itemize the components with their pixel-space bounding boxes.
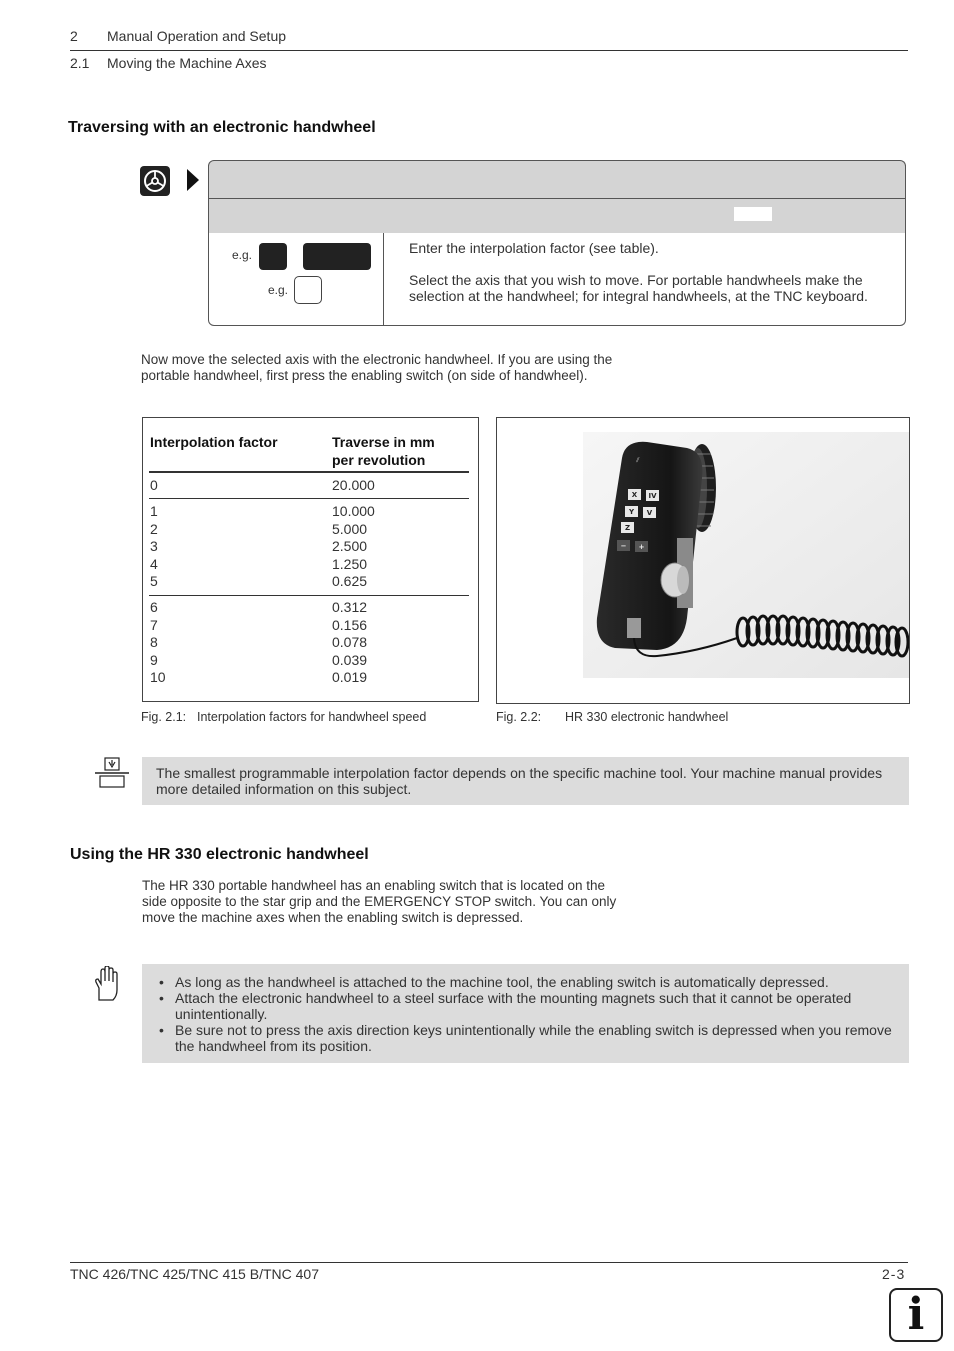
handwheel-photo-frame bbox=[496, 417, 910, 704]
handwheel-key-x: X bbox=[631, 491, 638, 499]
step-text-select-axis: Select the axis that you wish to move. For portable handwheels make the selection at the handwheel; for integral handwheels, at the TNC keyboard. bbox=[409, 272, 868, 304]
numeric-key[interactable] bbox=[259, 243, 287, 270]
fig1-caption: Interpolation factors for handwheel speed bbox=[197, 710, 427, 724]
table-factors-group-2: 1 2 3 4 5 bbox=[150, 503, 158, 590]
table-header-rule bbox=[149, 471, 469, 473]
handwheel-key-minus: − bbox=[620, 542, 627, 550]
section-heading-traversing: Traversing with an electronic handwheel bbox=[68, 119, 376, 136]
table-group-rule bbox=[149, 595, 469, 596]
handwheel-key-v: V bbox=[646, 509, 653, 517]
mode-status-bar bbox=[208, 160, 906, 199]
intro-paragraph: Now move the selected axis with the electronic handwheel. If you are using the portable handwheel, first press the enabling switch (on side of handwheel). bbox=[141, 352, 613, 383]
chapter-title: Manual Operation and Setup bbox=[107, 28, 287, 44]
header-rule bbox=[70, 50, 908, 51]
eg-label-2: e.g. bbox=[268, 283, 289, 297]
table-header-factor: Interpolation factor bbox=[150, 434, 278, 450]
axis-key[interactable] bbox=[294, 276, 322, 304]
machine-note-text: The smallest programmable interpolation factor depends on the specific machine tool. Your machine manual provides more detailed information on this subject. bbox=[156, 765, 883, 797]
fig2-number: Fig. 2.2: bbox=[496, 710, 542, 724]
play-arrow-icon bbox=[187, 169, 199, 191]
warning-bullet: • Be sure not to press the axis direction keys unintentionally while the enabling switch is depressed when you remove the handwheel from its position. bbox=[157, 1022, 897, 1054]
table-factors-group-1: 0 bbox=[150, 477, 158, 493]
table-group-rule bbox=[149, 498, 469, 499]
handwheel-key-iv: IV bbox=[648, 492, 657, 500]
fig2-caption: HR 330 electronic handwheel bbox=[565, 710, 729, 724]
table-values-group-3: 0.312 0.156 0.078 0.039 0.019 bbox=[332, 599, 368, 686]
hr330-handwheel-illustration bbox=[497, 418, 909, 703]
table-header-traverse: Traverse in mm per revolution bbox=[332, 434, 435, 468]
step-divider bbox=[383, 233, 384, 326]
softkey-highlight bbox=[734, 207, 772, 221]
hr330-paragraph: The HR 330 portable handwheel has an enabling switch that is located on the side opposite to the star grip and the EMERGENCY STOP switch. You can only move the machine axes when the enabling switch is depressed. bbox=[142, 878, 617, 925]
fig1-number: Fig. 2.1: bbox=[141, 710, 187, 724]
section-heading-hr330: Using the HR 330 electronic handwheel bbox=[70, 846, 369, 863]
footer-rule bbox=[70, 1262, 908, 1263]
svg-text:⁄⁄: ⁄⁄ bbox=[636, 456, 640, 464]
handwheel-mode-icon bbox=[140, 166, 170, 196]
section-title: Moving the Machine Axes bbox=[107, 55, 267, 71]
warning-bullet: • Attach the electronic handwheel to a steel surface with the mounting magnets such that it cannot be operated unintentionally. bbox=[157, 990, 897, 1022]
mode-softkey-bar bbox=[208, 198, 906, 234]
footer-models: TNC 426/TNC 425/TNC 415 B/TNC 407 bbox=[70, 1266, 319, 1282]
warning-bullet: • As long as the handwheel is attached to the machine tool, the enabling switch is automatically depressed. bbox=[157, 974, 897, 990]
info-glyph: i bbox=[907, 1289, 925, 1340]
warning-bullet-list bbox=[157, 974, 897, 1054]
handwheel-key-plus: + bbox=[638, 543, 645, 551]
page-number: 2-3 bbox=[882, 1266, 906, 1282]
ent-key[interactable] bbox=[303, 243, 371, 270]
hand-warning-icon bbox=[94, 966, 118, 1002]
handwheel-key-y: Y bbox=[628, 508, 635, 516]
chapter-number: 2 bbox=[70, 28, 78, 44]
machine-note-icon bbox=[94, 757, 130, 789]
section-number: 2.1 bbox=[70, 55, 90, 71]
info-icon bbox=[889, 1288, 943, 1342]
handwheel-key-z: Z bbox=[624, 524, 631, 532]
eg-label-1: e.g. bbox=[232, 248, 253, 262]
table-values-group-1: 20.000 bbox=[332, 477, 375, 493]
step-text-interpolation: Enter the interpolation factor (see table). bbox=[409, 240, 659, 256]
table-factors-group-3: 6 7 8 9 10 bbox=[150, 599, 166, 686]
table-values-group-2: 10.000 5.000 2.500 1.250 0.625 bbox=[332, 503, 375, 590]
